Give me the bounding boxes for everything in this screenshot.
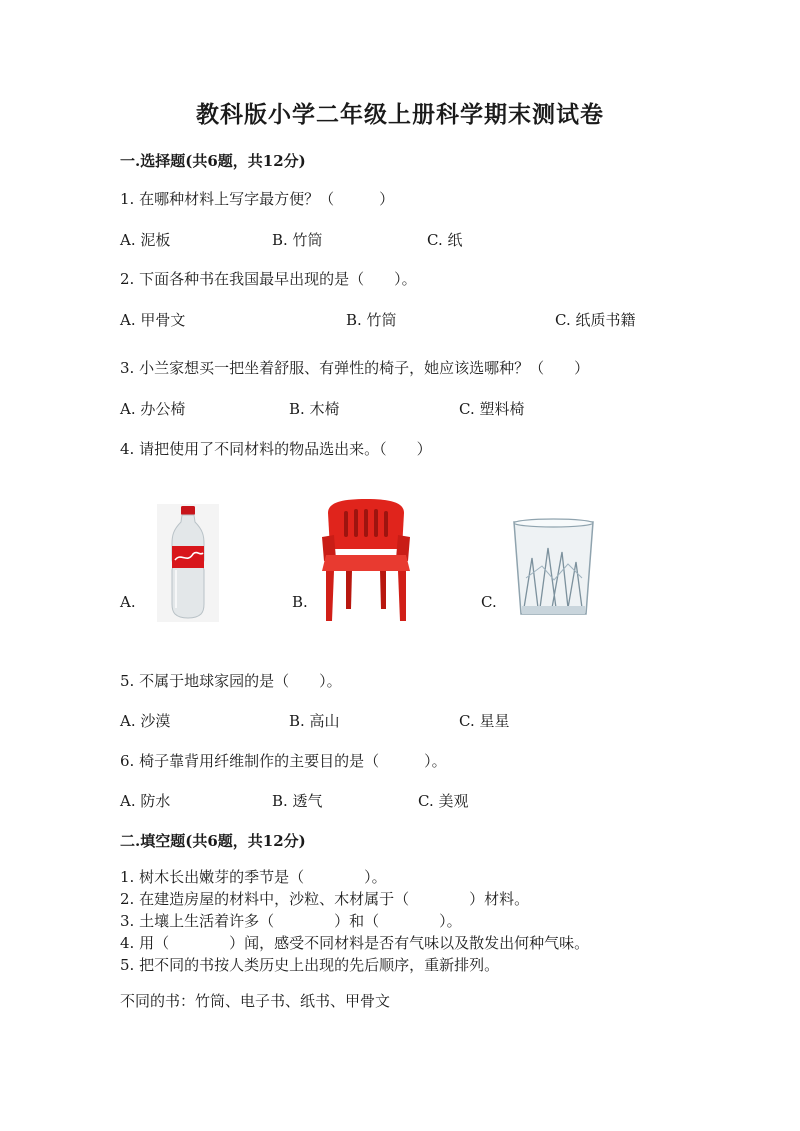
fill-item-1: 1. 树木长出嫩芽的季节是（ ）。 — [120, 868, 387, 886]
question-6-option-a[interactable]: A. 防水 — [120, 792, 171, 810]
question-6-option-b[interactable]: B. 透气 — [272, 792, 323, 810]
question-4-option-c[interactable]: C. — [481, 593, 497, 611]
question-1-option-a[interactable]: A. 泥板 — [120, 231, 171, 249]
question-5-stem: 5. 不属于地球家园的是（ ）。 — [120, 672, 342, 690]
question-5-option-c[interactable]: C. 星星 — [459, 712, 510, 730]
question-4-option-a[interactable]: A. — [120, 593, 136, 611]
section-2-heading: 二.填空题(共6题，共12分) — [120, 832, 306, 850]
question-6-option-c[interactable]: C. 美观 — [418, 792, 469, 810]
question-2-option-b[interactable]: B. 竹筒 — [346, 311, 397, 329]
question-5-option-b[interactable]: B. 高山 — [289, 712, 340, 730]
question-1-option-b[interactable]: B. 竹筒 — [272, 231, 323, 249]
cola-bottle-image — [157, 504, 219, 622]
question-3-option-a[interactable]: A. 办公椅 — [120, 400, 186, 418]
fill-item-5: 5. 把不同的书按人类历史上出现的先后顺序，重新排列。 — [120, 956, 500, 974]
question-4-stem: 4. 请把使用了不同材料的物品选出来。（ ） — [120, 440, 432, 458]
question-5-option-a[interactable]: A. 沙漠 — [120, 712, 171, 730]
question-2-option-a[interactable]: A. 甲骨文 — [120, 311, 186, 329]
question-6-stem: 6. 椅子靠背用纤维制作的主要目的是（ ）。 — [120, 752, 447, 770]
fill-item-3: 3. 土壤上生活着许多（ ）和（ ）。 — [120, 912, 462, 930]
question-1-option-c[interactable]: C. 纸 — [427, 231, 463, 249]
section-1-heading: 一.选择题(共6题，共12分) — [120, 152, 306, 170]
fill-item-2: 2. 在建造房屋的材料中，沙粒、木材属于（ ）材料。 — [120, 890, 530, 908]
question-3-stem: 3. 小兰家想买一把坐着舒服、有弹性的椅子，她应该选哪种？（ ） — [120, 359, 590, 377]
question-3-option-c[interactable]: C. 塑料椅 — [459, 400, 525, 418]
red-plastic-chair-image — [318, 497, 414, 625]
question-1-stem: 1. 在哪种材料上写字最方便？（ ） — [120, 190, 395, 208]
question-2-option-c[interactable]: C. 纸质书籍 — [555, 311, 636, 329]
question-3-option-b[interactable]: B. 木椅 — [289, 400, 340, 418]
fill-item-4: 4. 用（ ）闻，感受不同材料是否有气味以及散发出何种气味。 — [120, 934, 590, 952]
question-4-option-b[interactable]: B. — [292, 593, 308, 611]
question-2-stem: 2. 下面各种书在我国最早出现的是（ ）。 — [120, 270, 417, 288]
books-note: 不同的书：竹筒、电子书、纸书、甲骨文 — [120, 992, 391, 1010]
glass-cup-image — [512, 518, 595, 618]
page-title: 教科版小学二年级上册科学期末测试卷 — [196, 101, 604, 128]
